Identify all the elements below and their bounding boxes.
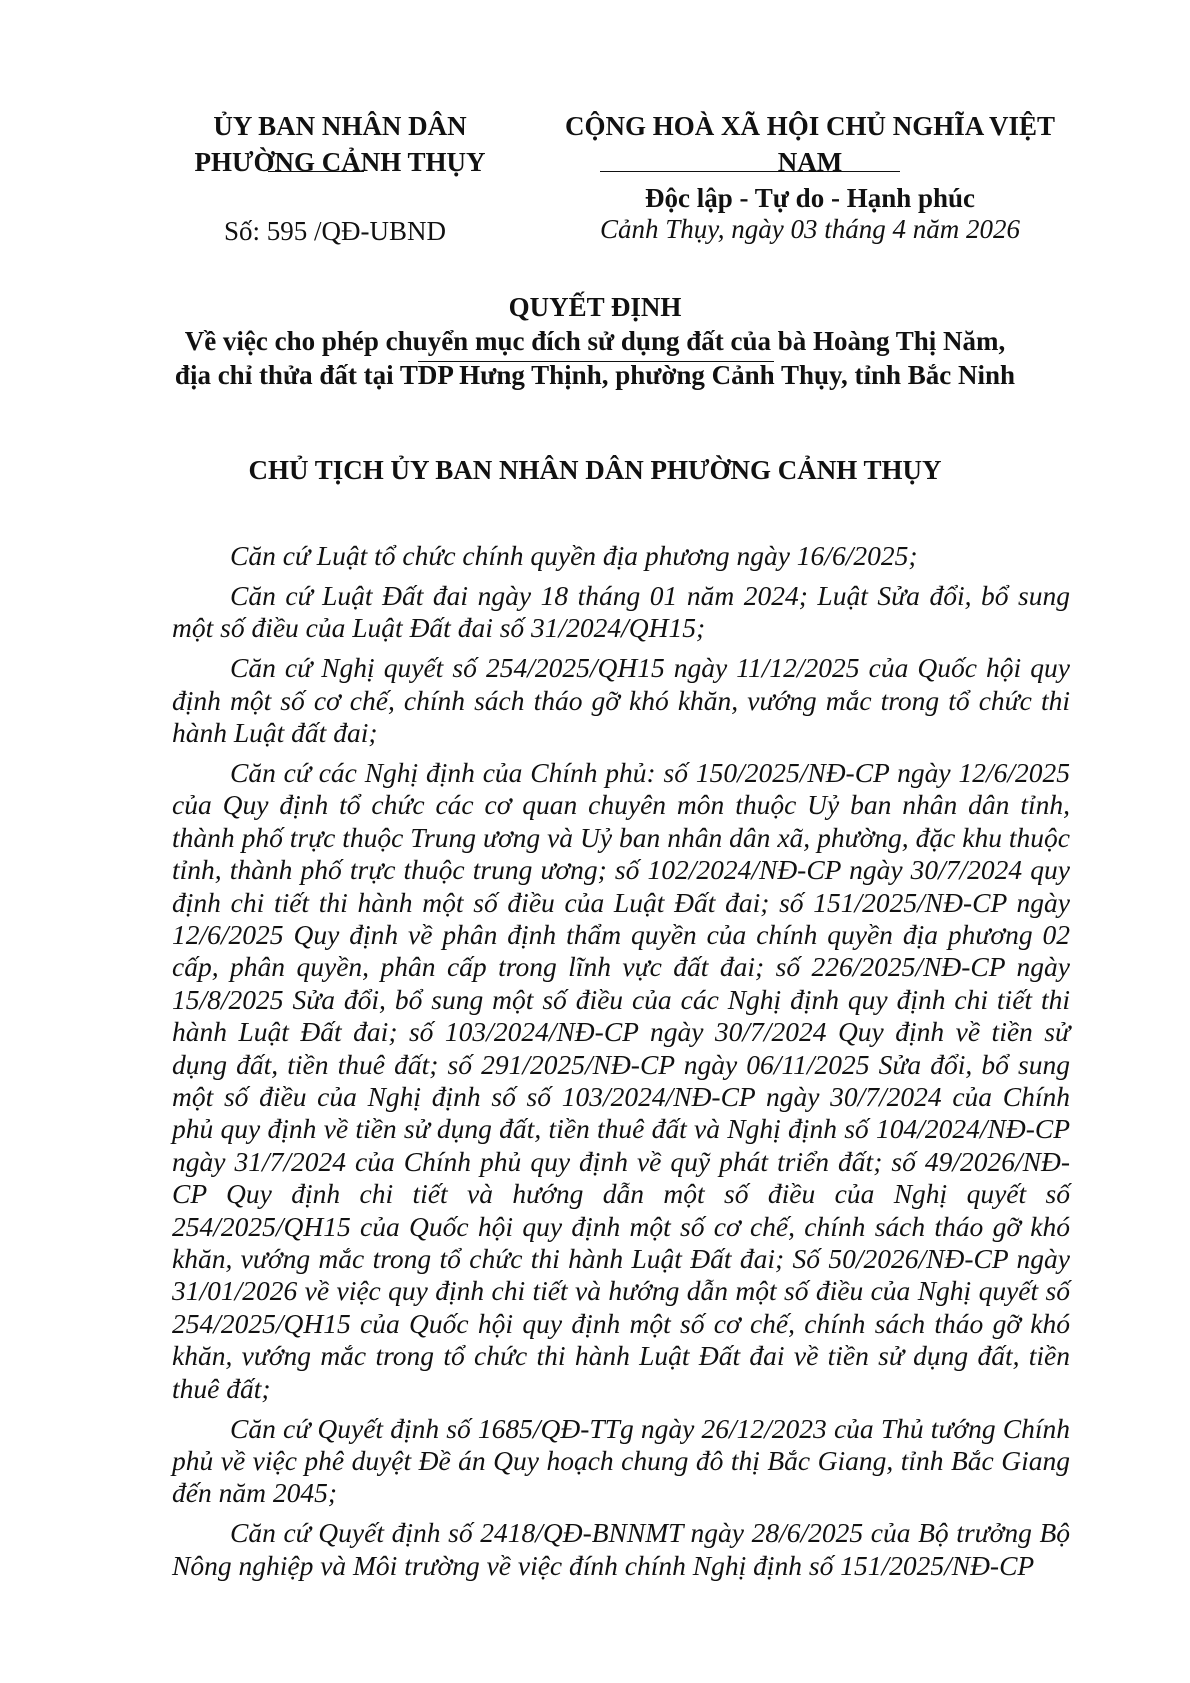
- nation-line-2: Độc lập - Tự do - Hạnh phúc: [644, 183, 976, 213]
- issuing-agency: [170, 108, 510, 180]
- nation-line-1: CỘNG HOÀ XÃ HỘI CHỦ NGHĨA VIỆT NAM: [564, 111, 1056, 177]
- legal-bases: [172, 540, 1070, 1590]
- agency-line-1: ỦY BAN NHÂN DÂN: [213, 111, 467, 141]
- legal-basis-paragraph: Căn cứ Nghị quyết số 254/2025/QH15 ngày 11/12/2025 của Quốc hội quy định một số cơ chế, chính sách tháo gỡ khó khăn, vướng mắc trong tổ chức thi hành Luật đất đai;: [172, 652, 1070, 749]
- legal-basis-paragraph: Căn cứ Quyết định số 1685/QĐ-TTg ngày 26/12/2023 của Thủ tướng Chính phủ về việc phê duyệt Đề án Quy hoạch chung đô thị Bắc Giang, tỉnh Bắc Giang đến năm 2045;: [172, 1412, 1070, 1509]
- title-heading: QUYẾT ĐỊNH: [508, 292, 682, 322]
- agency-underline: [268, 171, 364, 172]
- agency-line-2: PHƯỜNG CẢNH THỤY: [194, 147, 486, 177]
- national-motto: [530, 108, 1090, 216]
- title-subject-line-2: địa chỉ thửa đất tại TDP Hưng Thịnh, phường Cảnh Thụy, tỉnh Bắc Ninh: [174, 360, 1016, 390]
- legal-basis-paragraph: Căn cứ Luật Đất đai ngày 18 tháng 01 năm 2024; Luật Sửa đổi, bổ sung một số điều của Luật Đất đai số 31/2024/QH15;: [172, 579, 1070, 644]
- motto-underline: [600, 171, 900, 172]
- place-and-date: Cảnh Thụy, ngày 03 tháng 4 năm 2026: [600, 214, 1021, 244]
- title-subject-line-1: Về việc cho phép chuyển mục đích sử dụng đất của bà Hoàng Thị Năm,: [184, 326, 1006, 356]
- legal-basis-paragraph: Căn cứ Luật tổ chức chính quyền địa phương ngày 16/6/2025;: [230, 540, 918, 571]
- issuing-authority: CHỦ TỊCH ỦY BAN NHÂN DÂN PHƯỜNG CẢNH THỤY: [248, 455, 942, 485]
- legal-basis-paragraph: Căn cứ các Nghị định của Chính phủ: số 150/2025/NĐ-CP ngày 12/6/2025 của Quy định tổ chức các cơ quan chuyên môn thuộc Uỷ ban nhân dân tỉnh, thành phố trực thuộc Trung ương và Uỷ ban nhân dân xã, phường, đặc khu thuộc tỉnh, thành phố trực thuộc trung ương; số 102/2024/NĐ-CP ngày 30/7/2024 quy định chi tiết thi hành một số điều của Luật Đất đai; số 151/2025/NĐ-CP ngày 12/6/2025 Quy định về phân định thẩm quyền của chính quyền địa phương 02 cấp, phân quyền, phân cấp trong lĩnh vực đất đai; số 226/2025/NĐ-CP ngày 15/8/2025 Sửa đổi, bổ sung một số điều của các Nghị định quy định chi tiết thi hành Luật Đất đai; số 103/2024/NĐ-CP ngày 30/7/2024 Quy định về tiền sử dụng đất, tiền thuê đất; số 291/2025/NĐ-CP ngày 06/11/2025 Sửa đổi, bổ sung một số điều của Nghị định số số 103/2024/NĐ-CP ngày 30/7/2024 của Chính phủ quy định về tiền sử dụng đất, tiền thuê đất và Nghị định số 104/2024/NĐ-CP ngày 31/7/2024 của Chính phủ quy định về quỹ phát triển đất; số 49/2026/NĐ-CP Quy định chi tiết và hướng dẫn một số điều của Nghị quyết số 254/2025/QH15 của Quốc hội quy định một số cơ chế, chính sách tháo gỡ khó khăn, vướng mắc trong tổ chức thi hành Luật Đất đai; Số 50/2026/NĐ-CP ngày 31/01/2026 về việc quy định chi tiết và hướng dẫn một số điều của Nghị quyết số 254/2025/QH15 của Quốc hội quy định một số cơ chế, chính sách tháo gỡ khó khăn, vướng mắc trong tổ chức thi hành Luật Đất đai về tiền sử dụng đất, tiền thuê đất;: [172, 756, 1070, 1404]
- document-number: Số: 595 /QĐ-UBND: [224, 216, 447, 246]
- legal-basis-paragraph: Căn cứ Quyết định số 2418/QĐ-BNNMT ngày 28/6/2025 của Bộ trưởng Bộ Nông nghiệp và Môi trường về việc đính chính Nghị định số 151/2025/NĐ-CP: [172, 1517, 1070, 1581]
- title-underline: [418, 361, 774, 362]
- document-title: [140, 290, 1050, 392]
